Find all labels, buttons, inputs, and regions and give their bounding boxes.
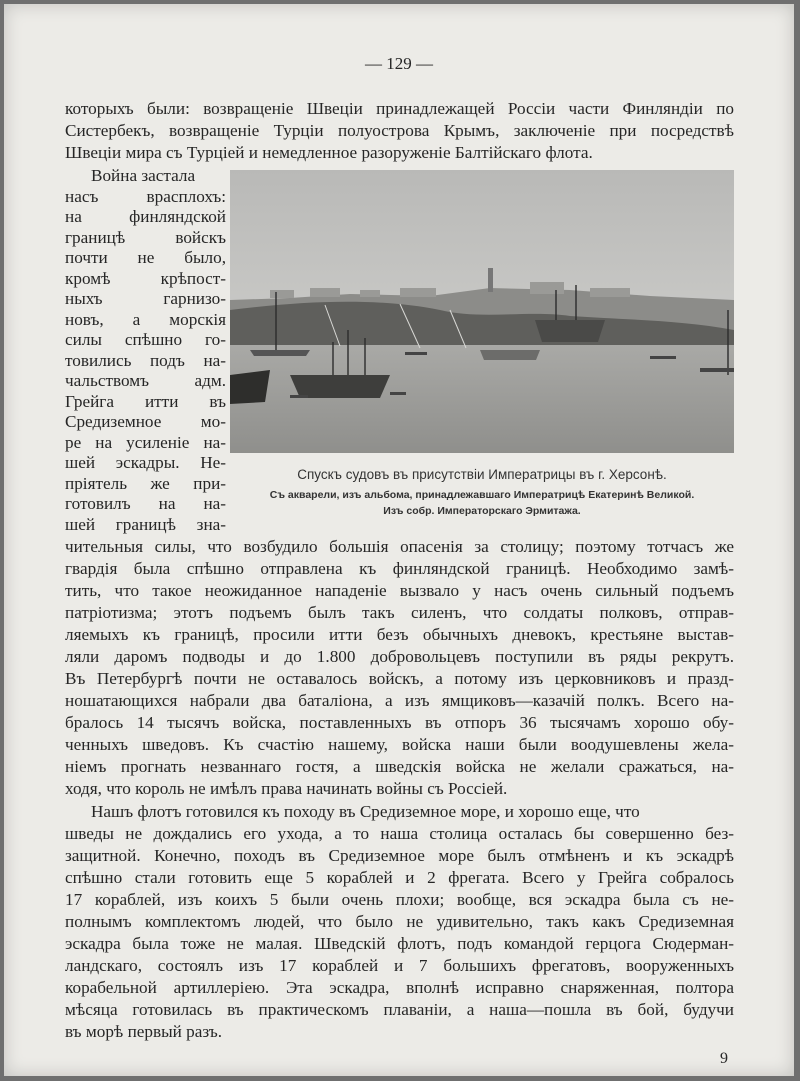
text-line: ре на усиленіе на- [65, 432, 226, 452]
text-line: мѣсяца готовилась въ практическомъ плаваніи, а наша—пошла въ бой, будучи [65, 1000, 734, 1019]
text-line: бралось 14 тысячъ войска, поставленныхъ въ отпоръ 36 тысячамъ хорошо обу- [65, 713, 734, 732]
text-line: которыхъ были: возвращеніе Швеціи принадлежащей Россіи части Финляндіи по [65, 99, 734, 118]
text-line: ченныхъ шведовъ. Къ счастію нашему, войска наши были воодушевлены жела- [65, 735, 734, 754]
text-line: насъ врасплохъ: [65, 186, 226, 206]
text-line: чальствомъ адм. [65, 371, 226, 390]
text-line: новъ, а морскія [65, 309, 226, 329]
text-line: ляемыхъ къ границѣ, просили итти безъ обычныхъ дневокъ, крестьяне выстав- [65, 625, 734, 644]
text-line: Швеціи мира съ Турціей и немедленное разоруженіе Балтійскаго флота. [65, 143, 593, 162]
illustration-credit-line: Изъ собр. Императорскаго Эрмитажа. [383, 505, 581, 517]
text-line: Систербекъ, возвращеніе Турціи полуострова Крымъ, заключеніе при посредствѣ [65, 121, 734, 140]
text-line: товились подъ на- [65, 350, 226, 370]
text-line: чительныя силы, что возбудило большія опасенія за столицу; поэтому тотчасъ же [65, 537, 734, 556]
text-line: ландскаго, состоялъ изъ 17 кораблей и 7 большихъ фрегатовъ, вооруженныхъ [65, 956, 734, 975]
text-line: корабельной артиллеріею. Эта эскадра, вполнѣ исправно снаряженная, полтора [65, 978, 734, 997]
text-line: Война застала [91, 166, 196, 185]
text-line: спѣшно стали готовить еще 5 кораблей и 2 фрегата. Всего у Грейга собралось [65, 868, 734, 887]
text-line: ляли даромъ подводы и до 1.800 добровольцевъ поступили въ ряды рекрутъ. [65, 647, 734, 666]
text-line: почти не было, [65, 248, 226, 267]
text-line: Нашъ флотъ готовился къ походу въ Средиземное море, и хорошо еще, что [91, 802, 640, 821]
book-page [4, 4, 794, 1076]
text-line: Грейга итти въ [65, 391, 226, 411]
signature-mark: 9 [720, 1050, 728, 1067]
page-number: — 129 — [365, 54, 433, 73]
text-line: эскадра была тоже не малая. Шведскій флотъ, подъ командой герцога Сюдерман- [65, 934, 734, 953]
text-line: шведы не дождались его ухода, а то наша столица осталась бы совершенно без- [65, 824, 734, 843]
text-line: кромѣ крѣпост- [65, 268, 226, 288]
text-line: шей границѣ зна- [65, 514, 226, 534]
main-paragraph [65, 536, 734, 800]
text-line: на финляндской [65, 207, 226, 226]
text-line: ходя, что король не имѣлъ права начинать войны съ Россіей. [65, 779, 508, 798]
illustration-caption: Спускъ судовъ въ присутствіи Императрицы въ г. Херсонѣ. [297, 467, 667, 482]
text-line: ныхъ гарнизо- [65, 289, 226, 308]
text-line: готовилъ на на- [65, 494, 226, 513]
text-line: защитной. Конечно, походъ въ Средиземное море былъ отмѣненъ и къ эскадрѣ [65, 846, 734, 865]
text-line: ношатающихся набрали два баталіона, а изъ ямщиковъ—казачій полкъ. Всего на- [65, 691, 734, 710]
text-line: пріятель же при- [65, 473, 226, 493]
text-line: патріотизма; этотъ подъемъ былъ такъ силенъ, что солдаты полковъ, отправ- [65, 603, 734, 622]
text-line: шей эскадры. Не- [65, 453, 226, 472]
text-line: 17 кораблей, изъ коихъ 5 были очень плохи; вообще, вся эскадра была съ не- [65, 890, 734, 909]
text-line: гвардія была спѣшно отправлена къ финляндской границѣ. Необходимо замѣ- [65, 559, 734, 578]
text-line: ніемъ прогнать незваннаго гостя, а шведскія войска не желали сражаться, на- [65, 757, 734, 776]
text-line: силы спѣшно го- [65, 330, 226, 349]
second-paragraph [65, 801, 734, 1043]
text-line: въ морѣ первый разъ. [65, 1022, 223, 1041]
left-column-text [65, 166, 226, 535]
top-paragraph [65, 98, 734, 164]
illustration-credit-line: Съ акварели, изъ альбома, принадлежавшаго Императрицѣ Екатеринѣ Великой. [269, 489, 695, 501]
text-line: тить, что такое неожиданное нападеніе вызвало у насъ очень сильный подъемъ [65, 581, 734, 600]
text-line: Въ Петербургѣ почти не оставалось войскъ, а потому изъ церковниковъ и празд- [65, 669, 734, 688]
text-line: Средиземное мо- [65, 412, 226, 431]
illustration-kherson-ship-launch [230, 170, 734, 453]
text-line: полнымъ комплектомъ людей, что было не удивительно, такъ какъ Средиземная [65, 912, 734, 931]
text-line: границѣ войскъ [65, 227, 226, 247]
